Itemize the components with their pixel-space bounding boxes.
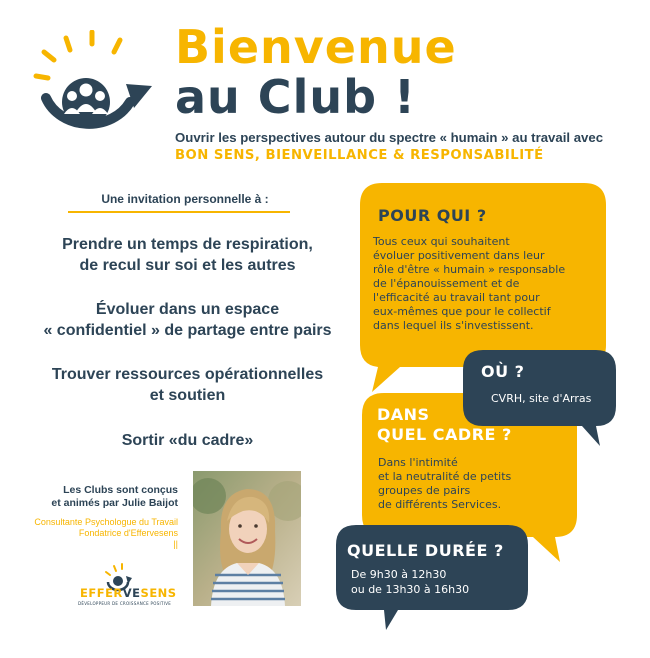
point-line: « confidentiel » de partage entre pairs <box>43 322 332 339</box>
duree-title: QUELLE DURÉE ? <box>347 541 504 560</box>
pour-qui-line: de l'épanouissement et de <box>373 277 520 290</box>
page-title-line1: Bienvenue <box>175 20 457 74</box>
role-mark: || <box>173 539 178 549</box>
cadre-body <box>378 456 511 512</box>
tagline: BON SENS, BIENVEILLANCE & RESPONSABILITÉ <box>175 148 544 163</box>
invitation-heading: Une invitation personnelle à : <box>101 192 269 206</box>
point-line: Prendre un temps de respiration, <box>62 236 313 253</box>
role-line: Consultante Psychologue du Travail <box>34 517 178 527</box>
point-line: de recul sur soi et les autres <box>79 257 296 274</box>
cadre-title-line2: QUEL CADRE ? <box>377 425 512 444</box>
brand-name <box>80 586 177 600</box>
brand-part: SENS <box>140 586 177 600</box>
page-title-line2: au Club ! <box>175 70 416 124</box>
duree-line1: De 9h30 à 12h30 <box>351 568 447 581</box>
pour-qui-line: eux-mêmes que pour le collectif <box>373 305 551 318</box>
cadre-line: et la neutralité de petits <box>378 470 512 483</box>
brand-part: VE <box>122 586 141 600</box>
cadre-line: groupes de pairs <box>378 484 471 497</box>
ou-title: OÙ ? <box>481 362 525 381</box>
point-line: Sortir «du cadre» <box>121 432 254 449</box>
credit-text <box>20 484 178 510</box>
cadre-line: de différents Services. <box>378 498 502 511</box>
credit-line: Les Clubs sont conçus <box>63 484 178 496</box>
role-line: Fondatrice d'Effervesens <box>78 528 178 538</box>
credit-line: et animés par Julie Baijot <box>51 497 178 509</box>
pour-qui-line: rôle d'être « humain » responsable <box>373 263 566 276</box>
brand-part: EFFER <box>80 586 123 600</box>
brand-subtitle: DÉVELOPPEUR DE CROISSANCE POSITIVE <box>78 601 172 606</box>
pour-qui-body <box>373 235 565 333</box>
portrait-photo <box>193 471 301 606</box>
pour-qui-line: l'efficacité au travail tant pour <box>373 291 540 304</box>
point-line: Évoluer dans un espace <box>95 301 280 318</box>
point-line: Trouver ressources opérationnelles <box>51 366 324 383</box>
cadre-line: Dans l'intimité <box>378 456 458 469</box>
pour-qui-title: POUR QUI ? <box>378 206 487 225</box>
subtitle: Ouvrir les perspectives autour du spectre « humain » au travail avec <box>175 130 604 145</box>
ou-location: CVRH, site d'Arras <box>491 392 592 405</box>
point-line: et soutien <box>149 387 226 404</box>
pour-qui-line: dans lequel ils s'investissent. <box>373 319 534 332</box>
cadre-title-line1: DANS <box>377 405 430 424</box>
pour-qui-line: évoluer positivement dans leur <box>373 249 545 262</box>
duree-line2: ou de 13h30 à 16h30 <box>351 583 470 596</box>
credit-role <box>10 517 178 550</box>
pour-qui-line: Tous ceux qui souhaitent <box>373 235 510 248</box>
